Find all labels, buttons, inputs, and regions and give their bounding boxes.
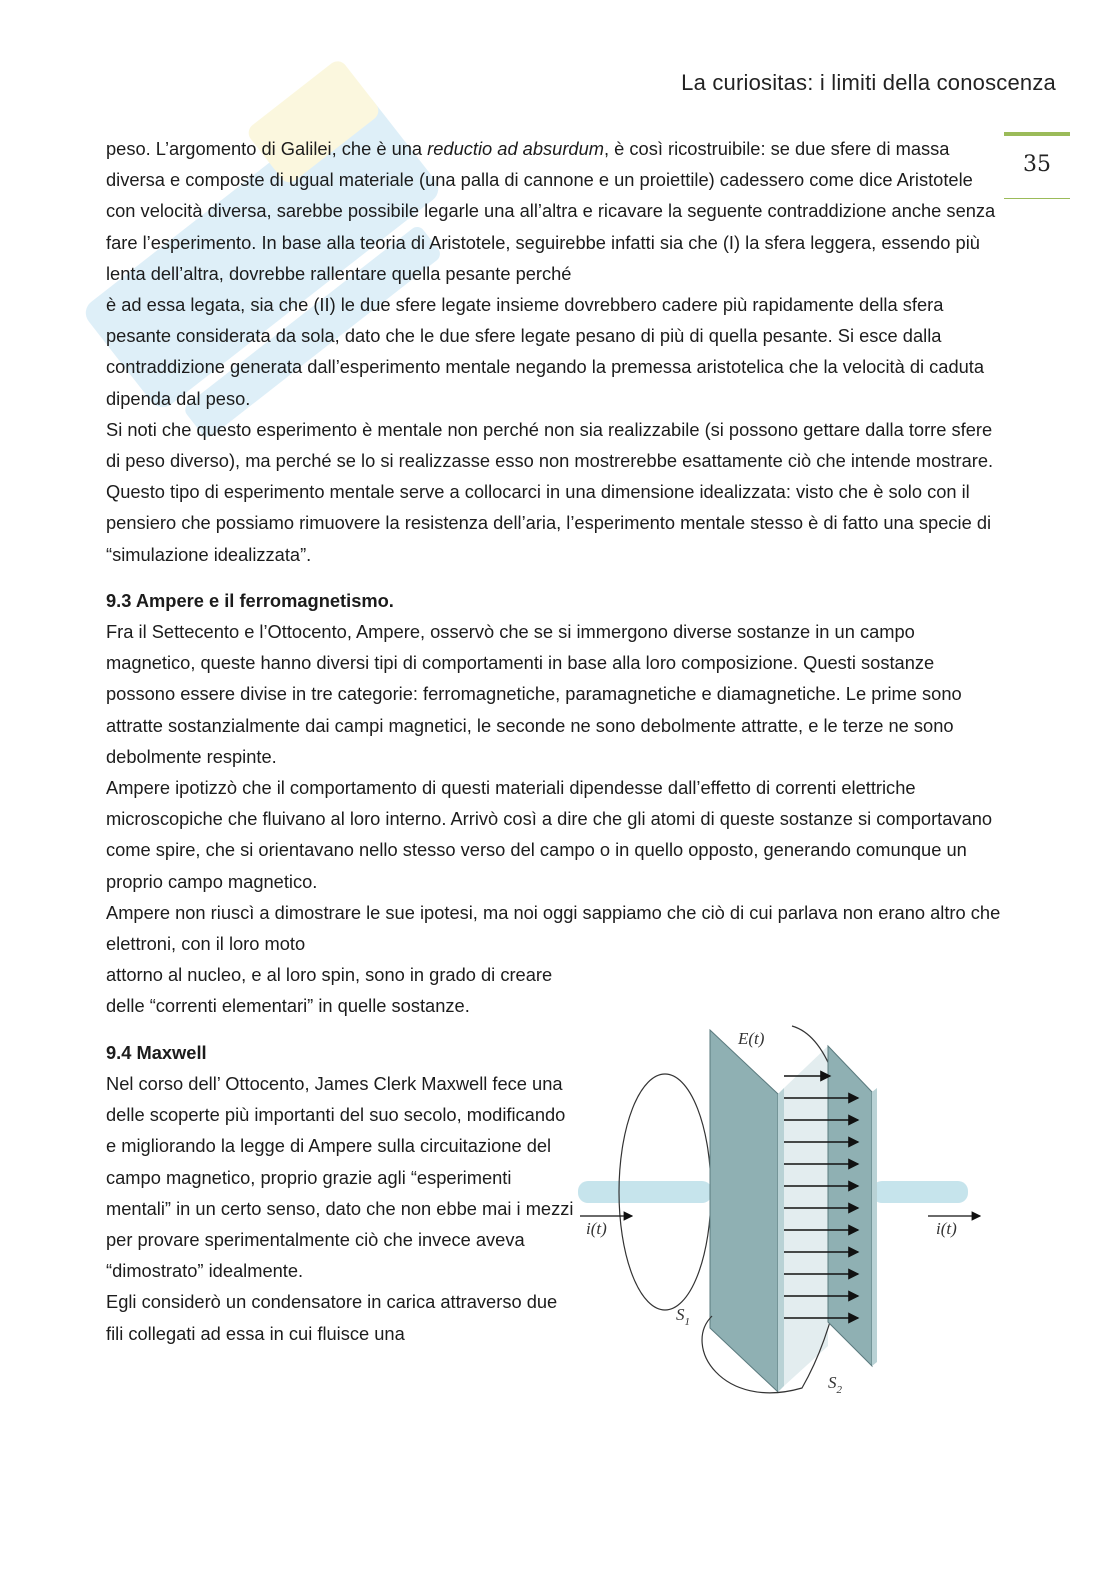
page-number-rule-bottom bbox=[1004, 198, 1070, 199]
latin-term: reductio ad absurdum bbox=[427, 138, 604, 159]
page-number-rule-top bbox=[1004, 132, 1070, 136]
wire-right bbox=[872, 1181, 968, 1203]
paragraph-galilei-argument: peso. L’argomento di Galilei, che è una reductio ad absurdum, è così ricostruibile: se due sfere di massa diversa e composte di ugual materiale (una palla di cannone e un proiettile) cadessero come dice Aristotele con velocità diversa, sarebbe possibile legarle una all’altra e ricavare la seguente contraddizione anche senza fare l’esperimento. In base alla teoria di Aristotele, seguirebbe infatti sia che (I) la sfera leggera, essendo più lenta dell’altra, dovrebbe rallentare quella pesante perché bbox=[106, 138, 996, 284]
section-heading-ampere: 9.3 Ampere e il ferromagnetismo. bbox=[106, 589, 394, 611]
running-header: La curiositas: i limiti della conoscenza bbox=[681, 70, 1056, 95]
label-surface-s1: $S_1$ bbox=[676, 1305, 690, 1328]
wire-left bbox=[578, 1181, 712, 1203]
label-current-left: i(t) bbox=[586, 1219, 607, 1238]
capacitor-diagram bbox=[572, 1016, 992, 1406]
paragraph-ampere-hypothesis: Ampere ipotizzò che il comportamento di questi materiali dipendesse dall’effetto di correnti elettriche microscopiche che fluivano al loro interno. Arrivò così a dire che gli atomi di queste sostanze si comportavano come spire, che si orientavano nello stesso verso del campo o in quello opposto, generando comunque un proprio campo magnetico. bbox=[106, 777, 993, 892]
paragraph-maxwell: Nel corso dell’ Ottocento, James Clerk Maxwell fece una delle scoperte più importanti del suo secolo, modificando e migliorando la legge di Ampere sulla circuitazione del campo magnetico, proprio grazie agli “esperimenti mentali” in un certo senso, dato che non ebbe mai i mezzi per provare sperimentalmente ciò che invece aveva “dimostrato” idealmente. bbox=[106, 1072, 574, 1282]
paragraph-elementary-currents: attorno al nucleo, e al loro spin, sono in grado di creare delle “correnti elementari” in quelle sostanze. bbox=[106, 964, 553, 1017]
label-surface-s2: $S_2$ bbox=[828, 1373, 842, 1396]
section-heading-maxwell: 9.4 Maxwell bbox=[106, 1041, 207, 1063]
paragraph-contradiction: è ad essa legata, sia che (II) le due sfere legate insieme dovrebbero cadere più rapidamente della sfera pesante considerata da sola, dato che le due sfere legate pesano di più di quella pesante. Si esce dalla contraddizione generata dall’esperimento mentale negando la premessa aristotelica che la velocità di caduta dipenda dal peso. bbox=[106, 294, 985, 409]
page-number: 35 bbox=[1023, 152, 1051, 177]
paragraph-mental-experiment: Si noti che questo esperimento è mentale non perché non sia realizzabile (si possono gettare dalla torre sfere di peso diverso), ma perché se lo si realizzasse esso non mostrerebbe esattamente ciò che intende mostrare. Questo tipo di esperimento mentale serve a collocarci in una dimensione idealizzata: visto che è solo con il pensiero che possiamo rimuovere la resistenza dell’aria, l’esperimento mentale stesso è di fatto una specie di “simulazione idealizzata”. bbox=[106, 418, 994, 565]
label-electric-field: E(t) bbox=[738, 1029, 765, 1048]
field-region bbox=[784, 1046, 828, 1386]
capacitor-figure bbox=[572, 1016, 992, 1406]
paragraph-capacitor: Egli considerò un condensatore in carica attraverso due fili collegati ad essa in cui fluisce una bbox=[106, 1291, 558, 1344]
label-current-right: i(t) bbox=[936, 1219, 957, 1238]
paragraph-ampere-electrons: Ampere non riuscì a dimostrare le sue ipotesi, ma noi oggi sappiamo che ciò di cui parlava non erano altro che elettroni, con il loro moto bbox=[106, 901, 1001, 955]
paragraph-ampere-substances: Fra il Settecento e l’Ottocento, Ampere, osservò che se si immergono diverse sostanze in un campo magnetico, queste hanno diversi tipi di comportamenti in base alla loro composizione. Questi sostanze possono essere divise in tre categorie: ferromagnetiche, paramagnetiche e diamagnetiche. Le prime sono attratte sostanzialmente dai campi magnetici, le seconde ne sono debolmente attratte, e le terze ne sono debolmente respinte. bbox=[106, 621, 962, 767]
plate-left bbox=[710, 1030, 778, 1392]
